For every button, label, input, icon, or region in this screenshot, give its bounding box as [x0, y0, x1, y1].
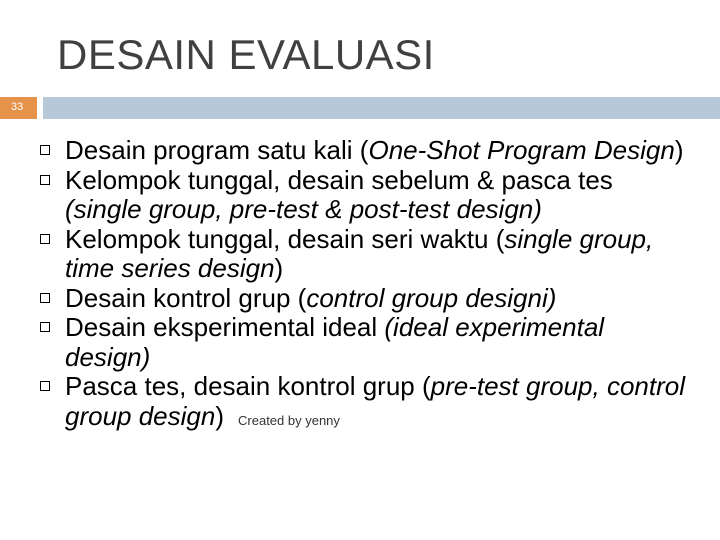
list-item	[0, 284, 720, 314]
bullet-text: Desain eksperimental ideal	[65, 312, 385, 342]
list-item	[0, 166, 720, 225]
bullet-square-icon	[40, 145, 50, 155]
bullet-square-icon	[40, 175, 50, 185]
bullet-italic-text: (single group, pre-test & post-test design)	[65, 194, 542, 224]
header-rule-bar	[43, 97, 720, 119]
bullet-text: Desain program satu kali (	[65, 135, 369, 165]
credit-text: Created by yenny	[238, 412, 340, 428]
bullet-text: Desain kontrol grup (	[65, 282, 307, 313]
bullet-tail-text: )	[274, 253, 284, 283]
bullet-tail-text: )	[215, 400, 225, 431]
slide-number: 33	[11, 101, 24, 113]
bullet-square-icon	[40, 381, 50, 391]
bullet-text: Pasca tes, desain kontrol grup (	[65, 371, 431, 401]
bullet-square-icon	[40, 293, 50, 303]
bullet-italic-text: pre-test group, control group design	[65, 371, 685, 431]
bullet-list	[0, 136, 720, 435]
list-item	[0, 136, 720, 166]
bullet-square-icon	[40, 234, 50, 244]
bullet-tail-text: )	[674, 135, 684, 165]
list-item	[0, 313, 720, 372]
list-item	[0, 225, 720, 284]
bullet-text: Kelompok tunggal, desain sebelum & pasca tes	[65, 164, 613, 195]
bullet-italic-text: (ideal experimental design)	[65, 312, 605, 372]
slide-title: DESAIN EVALUASI	[57, 31, 435, 78]
bullet-italic-text: control group designi)	[306, 282, 557, 313]
bullet-square-icon	[40, 322, 50, 332]
list-item	[0, 372, 720, 435]
bullet-italic-text: single group, time series design	[65, 223, 654, 283]
bullet-italic-text: One-Shot Program Design	[368, 135, 675, 165]
bullet-text: Kelompok tunggal, desain seri waktu (	[65, 223, 505, 254]
